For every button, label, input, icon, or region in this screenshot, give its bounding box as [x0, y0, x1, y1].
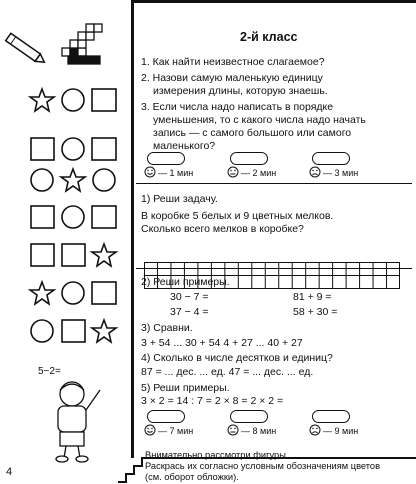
timer-label: — 8 мин: [241, 426, 277, 436]
star-icon: [30, 89, 54, 111]
footer-line-3: (см. оборот обложки).: [145, 472, 239, 482]
task-2-heading: 2) Реши примеры.: [141, 276, 230, 288]
footer-line-1: Внимательно рассмотри фигуры.: [145, 450, 289, 460]
timer-label: — 3 мин: [323, 168, 359, 178]
question-3-line-4: маленького?: [153, 140, 216, 152]
task-4-text: 87 = ... дес. ... ед. 47 = ... дес. ... ед.: [141, 366, 314, 378]
pencil-icon: [2, 28, 50, 72]
page-title: 2-й класс: [240, 30, 298, 44]
question-1: 1. Как найти неизвестное слагаемое?: [141, 56, 325, 68]
footer-note: [145, 450, 380, 483]
question-3-line-2: уменьшения, то с какого числа надо начать: [153, 114, 366, 126]
task-3-heading: 3) Сравни.: [141, 322, 193, 334]
neutral-face-icon: [227, 424, 239, 436]
neutral-face-icon: [227, 166, 239, 178]
task-4-heading: 4) Сколько в числе десятков и единиц?: [141, 352, 333, 364]
example: 58 + 30 =: [293, 306, 338, 318]
child-illustration: [30, 356, 130, 464]
sad-face-icon: [309, 424, 321, 436]
question-3-line-1: 3. Если числа надо написать в порядке: [141, 101, 334, 113]
task-5-examples: 3 × 2 = 14 : 7 = 2 × 8 = 2 × 2 =: [141, 395, 284, 407]
sad-face-icon: [309, 166, 321, 178]
task-1-heading: 1) Реши задачу.: [141, 193, 218, 205]
timer-label: — 9 мин: [323, 426, 359, 436]
task-1-text-2: Сколько всего мелков в коробке?: [141, 223, 304, 235]
section-divider: [136, 268, 412, 269]
page-number: 4: [6, 466, 13, 478]
circle-icon: [62, 89, 84, 111]
question-2-line-2: измерения длины, которую знаешь.: [153, 85, 328, 97]
timer-label: — 1 мин: [158, 168, 194, 178]
timer-box: [230, 152, 268, 165]
shapes-grid: [28, 86, 128, 356]
example: 81 + 9 =: [293, 291, 332, 303]
square-icon: [92, 89, 116, 111]
smile-face-icon: [144, 424, 156, 436]
timer-box: [147, 410, 185, 423]
task-1-text-1: В коробке 5 белых и 9 цветных мелков.: [141, 210, 334, 222]
timer-box: [312, 152, 350, 165]
page-frame-top: [131, 0, 416, 3]
example: 37 − 4 =: [170, 306, 209, 318]
task-3-compare: 3 + 54 ... 30 + 54 4 + 27 ... 40 + 27: [141, 337, 303, 349]
timer-box: [312, 410, 350, 423]
example: 30 − 7 =: [170, 291, 209, 303]
timer-label: — 7 мин: [158, 426, 194, 436]
timer-box: [230, 410, 268, 423]
question-2-line-1: 2. Назови самую маленькую единицу: [141, 72, 323, 84]
timer-label: — 2 мин: [241, 168, 277, 178]
task-5-heading: 5) Реши примеры.: [141, 382, 230, 394]
page-divider: [131, 0, 134, 458]
timer-box: [147, 152, 185, 165]
blocks-icon: [60, 22, 108, 66]
question-3-line-3: запись — с самого большого или самого: [153, 127, 352, 139]
smile-face-icon: [144, 166, 156, 178]
footer-line-2: Раскрась их согласно условным обозначениям цветов: [145, 461, 381, 471]
section-divider: [136, 183, 412, 184]
board-text: 5−2=: [38, 366, 61, 377]
